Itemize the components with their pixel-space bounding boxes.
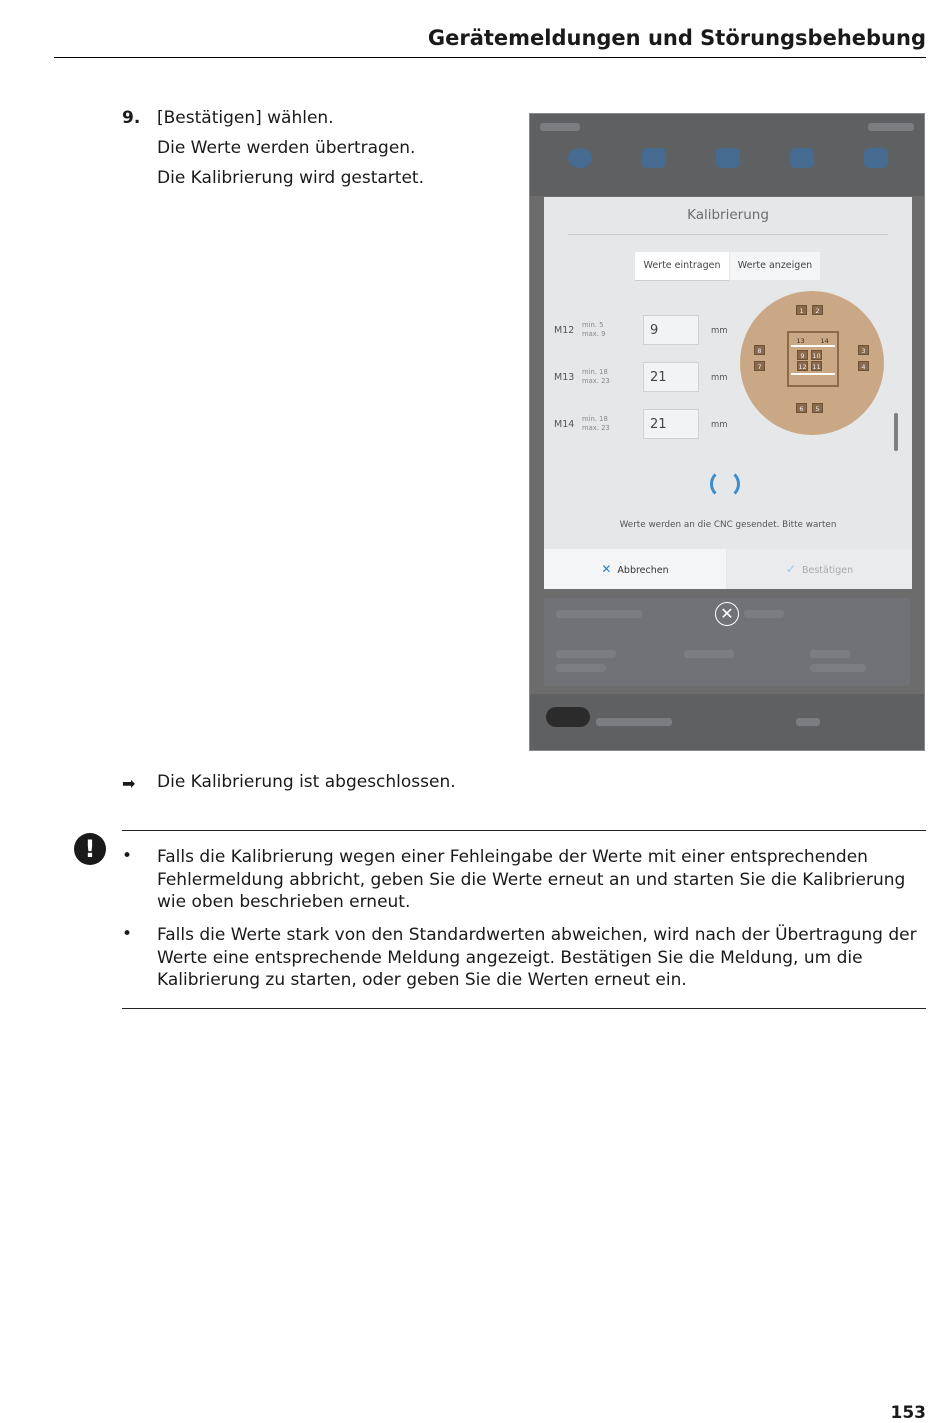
row-minmax-m14	[582, 415, 610, 433]
measurement-bar-bottom	[791, 373, 835, 375]
row-label-m14: M14	[554, 419, 575, 430]
important-note-icon: !	[74, 833, 106, 865]
max-value: max. 23	[582, 424, 610, 432]
marker-label: 11	[812, 363, 821, 371]
blurred-nav-icon	[568, 148, 592, 168]
blurred-nav-icon	[790, 148, 814, 168]
note-bottom-rule	[122, 1008, 926, 1009]
blurred-status-bar	[540, 120, 914, 134]
marker-label: 3	[858, 345, 869, 355]
marker-label: 13	[796, 337, 805, 345]
marker-label: 2	[812, 305, 823, 315]
marker-label: 7	[754, 361, 765, 371]
close-circle-icon[interactable]: ✕	[715, 602, 739, 626]
step-line-1: [Bestätigen] wählen.	[157, 108, 334, 128]
row-label-m13: M13	[554, 372, 575, 383]
blurred-nav-icon	[716, 148, 740, 168]
step-line-3: Die Kalibrierung wird gestartet.	[157, 168, 424, 188]
cancel-label: Abbrechen	[617, 565, 669, 576]
unit-m13: mm	[711, 373, 728, 383]
row-minmax-m12	[582, 321, 605, 339]
value-input-m14[interactable]: 21	[643, 409, 699, 439]
marker-label: 8	[754, 345, 765, 355]
status-message: Werte werden an die CNC gesendet. Bitte warten	[619, 520, 837, 530]
dialog-divider	[568, 234, 888, 235]
marker-label: 12	[798, 363, 807, 371]
dialog-title: Kalibrierung	[687, 207, 769, 223]
wafer-diagram	[740, 291, 884, 435]
header-rule	[54, 57, 926, 58]
note-top-rule	[122, 830, 926, 831]
note-bullet-1: Falls die Kalibrierung wegen einer Fehleingabe der Werte mit einer entsprechenden Fehlermeldung abbricht, geben Sie die Werte erneut an und starten Sie die Kalibrierung wie oben beschrieben erneut.	[157, 847, 906, 912]
min-value: min. 18	[582, 368, 608, 376]
value-input-m12[interactable]: 9	[643, 315, 699, 345]
blurred-app-header	[530, 114, 924, 196]
cancel-button[interactable]	[544, 549, 726, 589]
measurement-bar-top	[791, 345, 835, 347]
blurred-toggle	[546, 707, 590, 727]
marker-label: 6	[796, 403, 807, 413]
scrollbar[interactable]	[894, 413, 898, 451]
row-label-m12: M12	[554, 325, 575, 336]
result-arrow-icon: ➡	[122, 774, 136, 793]
marker-label: 4	[858, 361, 869, 371]
tab-enter-values[interactable]: Werte eintragen	[635, 252, 729, 281]
min-value: min. 5	[582, 321, 604, 329]
page-number: 153	[890, 1403, 926, 1423]
loading-spinner-icon	[710, 469, 740, 499]
row-minmax-m13	[582, 368, 610, 386]
checkmark-icon: ✓	[785, 562, 796, 576]
marker-label: 14	[820, 337, 829, 345]
max-value: max. 9	[582, 330, 606, 338]
confirm-label: Bestätigen	[801, 565, 854, 576]
step-line-2: Die Werte werden übertragen.	[157, 138, 416, 158]
tab-show-values[interactable]: Werte anzeigen	[730, 252, 820, 280]
min-value: min. 18	[582, 415, 608, 423]
marker-label: 10	[812, 352, 821, 360]
close-x-icon: ✕	[601, 562, 612, 576]
marker-label: 5	[812, 403, 823, 413]
marker-label: 9	[797, 350, 808, 360]
confirm-button[interactable]	[727, 549, 912, 589]
unit-m14: mm	[711, 420, 728, 430]
result-text: Die Kalibrierung ist abgeschlossen.	[157, 772, 456, 792]
max-value: max. 23	[582, 377, 610, 385]
device-screenshot	[529, 113, 925, 751]
blurred-nav-icon	[864, 148, 888, 168]
value-input-m13[interactable]: 21	[643, 362, 699, 392]
bullet-dot: •	[122, 846, 133, 866]
blurred-footer	[530, 694, 924, 751]
unit-m12: mm	[711, 326, 728, 336]
step-number: 9.	[122, 108, 141, 128]
page-header-title: Gerätemeldungen und Störungsbehebung	[427, 26, 926, 50]
blurred-nav-icon	[642, 148, 666, 168]
note-bullet-2: Falls die Werte stark von den Standardwerten abweichen, wird nach der Übertragung der Werte eine entsprechende Meldung angezeigt. Bestätigen Sie die Meldung, um die Kalibrierung zu starten, oder geben Sie die Werten erneut ein.	[157, 925, 917, 990]
calibration-dialog	[544, 197, 912, 589]
marker-label: 1	[796, 305, 807, 315]
bullet-dot: •	[122, 924, 133, 944]
wafer-inner-frame	[787, 331, 839, 387]
